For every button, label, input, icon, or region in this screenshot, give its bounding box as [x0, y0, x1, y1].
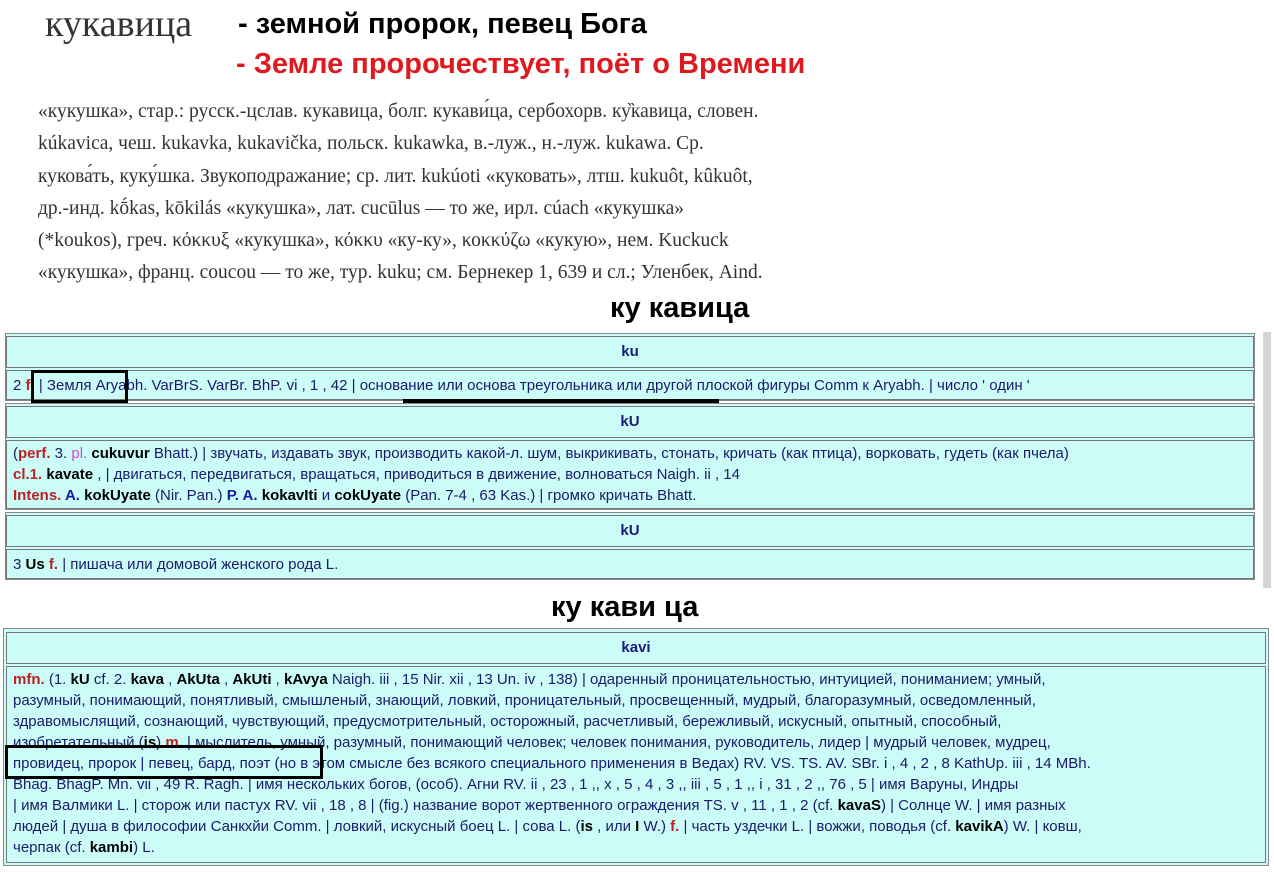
scrollbar[interactable] — [1263, 332, 1271, 588]
headword-subtitle: - Земле пророчествует, поёт о Времени — [236, 48, 806, 80]
definition-line: изобретательный (is) m. | мыслитель, умный, разумный, понимающий человек; человек понимания, руководитель, лидер | мудрый человек, мудрец, — [13, 734, 1051, 751]
word-split-1: ку кавица — [610, 292, 750, 324]
sense-number: 3 — [13, 556, 22, 573]
underline-mark — [403, 399, 719, 403]
definition-line: cl.1. kavate , | двигаться, передвигаться, вращаться, приводиться в движение, волноваться Naigh. ii , 14 — [13, 466, 740, 483]
sanskrit-word: cukuvur — [91, 445, 150, 462]
definition-text: | Земля Aryabh. VarBrS. VarBr. BhP. vi , 1 , 42 | основание или основа треугольника или другой плоской фигуры Comm к Aryabh. | число ' один ' — [34, 377, 1030, 394]
headword-description: - земной пророк, певец Бога — [238, 8, 647, 40]
entry-head: kU — [6, 406, 1254, 438]
definition-line: здравомыслящий, сознающий, чувствующий, предусмотрительный, осторожный, расчетливый, бережливый, искусный, опытный, способный, — [13, 713, 1002, 730]
definition-line: (perf. 3. pl. cukuvur Bhatt.) | звучать, издавать звук, производить какой-л. шум, выкрикивать, стонать, кричать (как птица), ворковать, гудеть (как пчела) — [13, 445, 1069, 462]
entry-body — [6, 440, 1254, 509]
definition-line: Bhag. BhagP. Mn. vii , 49 R. Ragh. | имя нескольких богов, (особ). Агни RV. ii , 23 , 1 ,, x , 5 , 4 , 3 ,, iii , 5 , 1 ,, i , 31 , 2 ,, 76 , 5 | имя Варуны, Индры — [13, 776, 1019, 793]
entry-head: kavi — [6, 632, 1266, 664]
dictionary-entry-kU-2 — [5, 512, 1255, 580]
grammar-label: Intens. — [13, 487, 62, 504]
etymology-line: (*koukos), греч. κόκκυξ «кукушка», κόκκυ «ку-ку», κοκκύζω «кукую», нем. Kuckuck — [38, 230, 729, 252]
word-split-2: ку кави ца — [551, 591, 699, 623]
etymology-line: «кукушка», франц. coucou — то же, тур. kuku; см. Бернекер 1, 639 и сл.; Уленбек, Aind. — [38, 262, 763, 284]
gender-marker: f. — [48, 556, 59, 573]
definition-line: провидец, пророк | певец, бард, поэт (но в этом смысле без всякого специального применения в Ведах) RV. VS. TS. AV. SBr. i , 4 , 2 , 8 KathUp. iii , 14 MBh. — [13, 755, 1091, 772]
sanskrit-word: kokavIti — [261, 487, 318, 504]
entry-body — [6, 549, 1254, 579]
grammar-label: perf. — [18, 445, 51, 462]
sanskrit-word: kokUyate — [84, 487, 151, 504]
definition-text: | пишача или домовой женского рода L. — [58, 556, 339, 573]
definition-line: | имя Валмики L. | сторож или пастух RV. vii , 18 , 8 | (fig.) название ворот жертвенного ограждения TS. v , 11 , 1 , 2 (cf. kavaS) | Солнце W. | имя разных — [13, 797, 1066, 814]
sense-number: 2 — [13, 377, 22, 394]
grammar-label: cl.1. — [13, 466, 43, 483]
definition-line: mfn. (1. kU cf. 2. kava , AkUta , AkUti , kAvya Naigh. iii , 15 Nir. xii , 13 Un. iv , 138) | одаренный проницательностью, интуицией, пониманием; умный, — [13, 671, 1046, 688]
definition-line: людей | душа в философии Санкхйи Comm. | ловкий, искусный боец L. | сова L. (is , или I W.) f. | часть уздечки L. | вожжи, поводья (cf. kavikA) W. | ковш, — [13, 818, 1082, 835]
headword: кукавица — [45, 3, 193, 45]
gender-marker: f. — [25, 377, 35, 394]
dictionary-entry-kU — [5, 403, 1255, 510]
definition-line: черпак (cf. kambi) L. — [13, 839, 155, 856]
definition-line: Intens. A. kokUyate (Nir. Pan.) P. A. kokavIti и cokUyate (Pan. 7-4 , 63 Kas.) | громко кричать Bhatt. — [13, 487, 697, 504]
entry-head: kU — [6, 515, 1254, 547]
highlight-box — [31, 370, 128, 403]
highlight-box — [5, 745, 323, 779]
entry-head: ku — [6, 336, 1254, 368]
sanskrit-word: kavate — [46, 466, 94, 483]
etymology-line: kúkavica, чеш. kukavka, kukavička, польск. kukawka, в.-луж., н.-луж. kukawa. Ср. — [38, 133, 704, 155]
definition-line: разумный, понимающий, понятливый, смышленый, знающий, ловкий, проницательный, просвещенный, мудрый, благоразумный, осведомленный, — [13, 692, 1036, 709]
etymology-paragraph — [38, 96, 888, 290]
entry-body — [6, 370, 1254, 400]
dictionary-entry-ku — [5, 333, 1255, 401]
sanskrit-word: Us — [25, 556, 45, 573]
etymology-line: «кукушка», стар.: русск.-цслав. кукавица, болг. кукави́ца, сербохорв. ку̏кавица, словен. — [38, 101, 759, 122]
grammar-label: pl. — [71, 445, 88, 462]
etymology-line: др.-инд. kṓkas, kōkilás «кукушка», лат. cucūlus — то же, ирл. cúach «кукушка» — [38, 197, 685, 219]
etymology-line: кукова́ть, куку́шка. Звукоподражание; ср. лит. kukúoti «куковать», лтш. kukuôt, kûkuôt, — [38, 165, 753, 187]
sanskrit-word: cokUyate — [334, 487, 402, 504]
